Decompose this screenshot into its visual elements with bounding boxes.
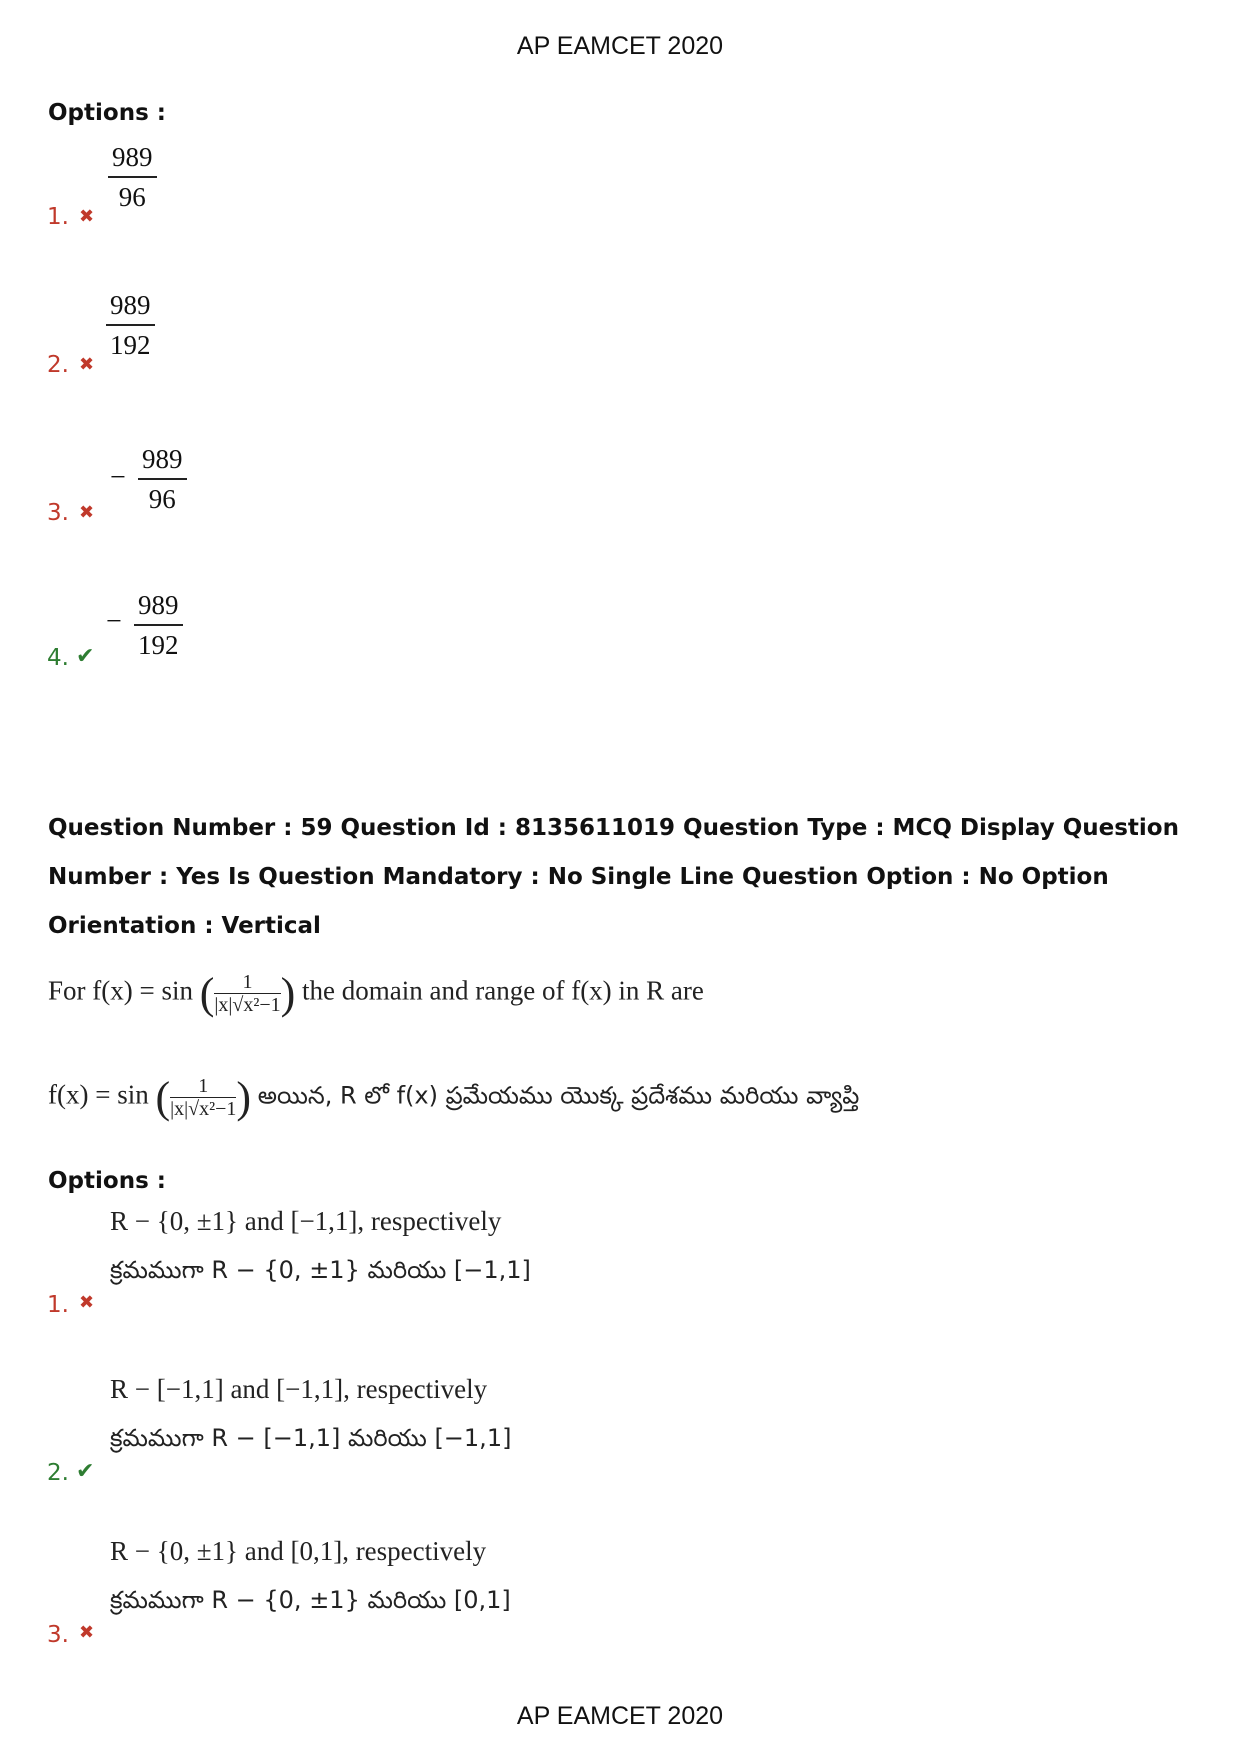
question-fraction-te: [170, 1075, 236, 1120]
fraction-top: 1: [242, 971, 253, 993]
cross-icon: ✖: [79, 502, 95, 523]
cross-icon: ✖: [79, 1292, 95, 1313]
check-icon: ✔: [76, 1459, 95, 1484]
option-text-english[interactable]: R − {0, ±1} and [−1,1], respectively: [110, 1206, 502, 1236]
option-fraction[interactable]: [106, 290, 155, 361]
minus-sign: −: [110, 462, 126, 493]
option-fraction[interactable]: [138, 444, 187, 515]
question-prefix-te: f(x) = sin: [48, 1079, 149, 1110]
option-number: 4.: [47, 645, 69, 671]
left-paren: (: [155, 1073, 171, 1122]
numerator: 989: [142, 444, 183, 474]
option-number: 1.: [47, 204, 69, 230]
option-number: 2.: [47, 1460, 69, 1486]
cross-icon: ✖: [79, 354, 95, 375]
fraction-bottom: |x|√x²−1: [214, 994, 281, 1016]
question-prefix: For f(x) = sin: [48, 975, 193, 1006]
right-paren: ): [280, 969, 296, 1018]
options-label: Options :: [48, 100, 166, 126]
numerator: 989: [138, 590, 179, 620]
option-fraction[interactable]: [108, 142, 157, 213]
option-number: 3.: [47, 500, 69, 526]
denominator: 96: [148, 484, 176, 514]
left-paren: (: [199, 969, 215, 1018]
cross-icon: ✖: [79, 206, 95, 227]
option-number: 2.: [47, 352, 69, 378]
fraction-bottom: |x|√x²−1: [170, 1098, 237, 1120]
question-suffix-te: అయిన, R లో f(x) ప్రమేయము యొక్క ప్రదేశము మరియు వ్యాప్తి: [257, 1081, 860, 1110]
option-text-telugu[interactable]: క్రమముగా R − {0, ±1} మరియు [0,1]: [110, 1586, 511, 1614]
options-label: Options :: [48, 1168, 166, 1194]
option-number: 1.: [47, 1292, 69, 1318]
page-header: AP EAMCET 2020: [516, 32, 724, 60]
fraction-top: 1: [198, 1075, 209, 1097]
question-text-telugu: [48, 1072, 859, 1123]
option-text-telugu[interactable]: క్రమముగా R − {0, ±1} మరియు [−1,1]: [110, 1256, 531, 1284]
question-fraction: [214, 971, 280, 1016]
option-number: 3.: [47, 1622, 69, 1648]
denominator: 96: [118, 182, 146, 212]
cross-icon: ✖: [79, 1622, 95, 1643]
numerator: 989: [112, 142, 153, 172]
right-paren: ): [236, 1073, 252, 1122]
page-footer: AP EAMCET 2020: [516, 1702, 724, 1730]
numerator: 989: [110, 290, 151, 320]
question-suffix: the domain and range of f(x) in R are: [302, 975, 704, 1006]
question-text-english: [48, 968, 704, 1019]
option-text-telugu[interactable]: క్రమముగా R − [−1,1] మరియు [−1,1]: [110, 1424, 512, 1452]
minus-sign: −: [106, 606, 122, 637]
option-text-english[interactable]: R − [−1,1] and [−1,1], respectively: [110, 1374, 488, 1404]
denominator: 192: [138, 630, 179, 660]
question-meta: Question Number : 59 Question Id : 8135611019 Question Type : MCQ Display Question Number : Yes Is Question Mandatory : No Single Line Question Option : No Option Orientation : Vertical: [48, 815, 1179, 939]
check-icon: ✔: [76, 644, 95, 669]
option-text-english[interactable]: R − {0, ±1} and [0,1], respectively: [110, 1536, 487, 1566]
denominator: 192: [110, 330, 151, 360]
option-fraction[interactable]: [134, 590, 183, 661]
